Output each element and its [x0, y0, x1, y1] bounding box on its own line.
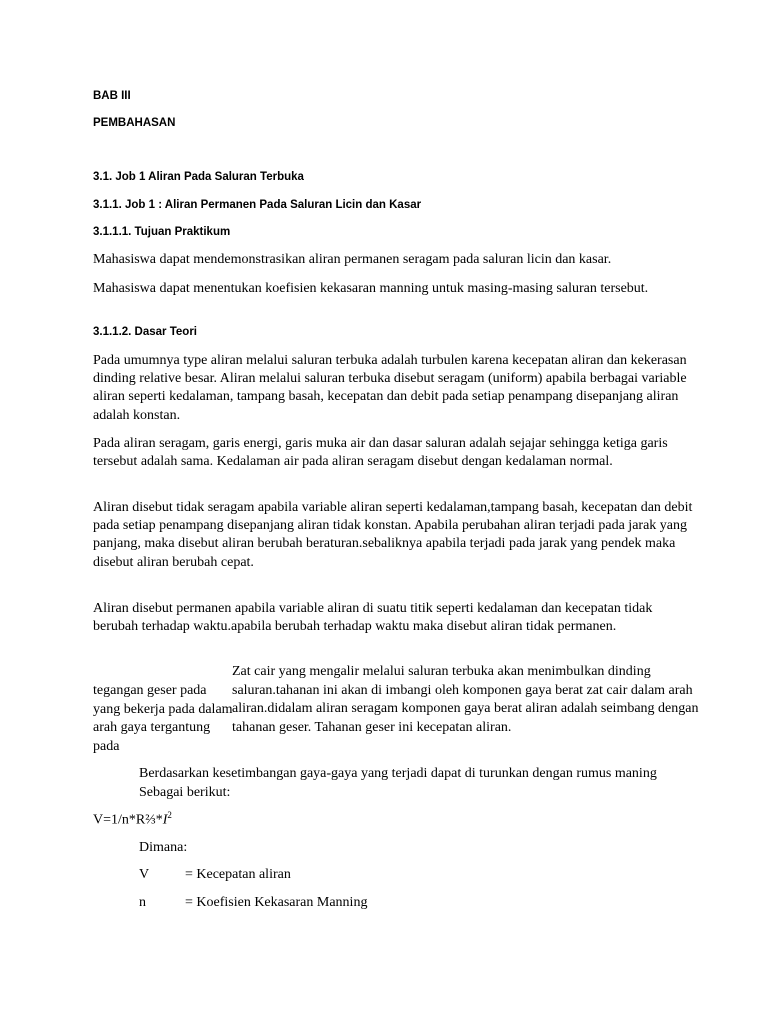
manning-formula — [93, 810, 172, 829]
teori-paragraph-3: Aliran disebut tidak seragam apabila variable aliran seperti kedalaman,tampang basah, kecepatan dan debit pada setiap penampang disepanjang aliran tidak konstan. Apabila perubahan aliran terjadi pada jarak yang panjang, maka disebut aliran berubah beraturan.sebaliknya apabila terjadi pada jarak yang pendek maka disebut aliran berubah cepat. — [93, 500, 693, 570]
teori-paragraph-5-right-column: Zat cair yang mengalir melalui saluran terbuka akan menimbulkan dinding saluran.tahanan ini akan di imbangi oleh komponen gaya berat zat cair dalam arah aliran.didalam aliran seragam komponen gaya berat aliran adalah seimbang dengan tahanan geser. Tahanan geser ini kecepatan aliran. — [232, 664, 699, 735]
definition-text: = Kecepatan aliran — [185, 867, 291, 882]
definition-symbol: V — [139, 867, 150, 882]
chapter-heading: BAB III — [93, 90, 131, 102]
definition-symbol: n — [139, 895, 146, 910]
teori-paragraph-6: Berdasarkan kesetimbangan gaya-gaya yang terjadi dapat di turunkan dengan rumus maning Sebagai berikut: — [139, 766, 657, 800]
section-heading-3-1-1-1: 3.1.1.1. Tujuan Praktikum — [93, 226, 231, 238]
definition-text: = Koefisien Kekasaran Manning — [185, 895, 368, 910]
dimana-label: Dimana: — [139, 840, 188, 855]
formula-text: V=1/n*R⅔* — [93, 812, 163, 828]
tujuan-paragraph-1: Mahasiswa dapat mendemonstrasikan aliran permanen seragam pada saluran licin dan kasar. — [93, 252, 612, 267]
teori-paragraph-5-left-column: tegangan geser pada yang bekerja pada dalam arah gaya tergantung pada — [93, 683, 233, 754]
section-heading-3-1-1-2: 3.1.1.2. Dasar Teori — [93, 326, 197, 338]
teori-paragraph-1: Pada umumnya type aliran melalui saluran terbuka adalah turbulen karena kecepatan aliran dan kekerasan dinding relative besar. Aliran melalui saluran terbuka disebut seragam (uniform) apabila berbagai variable aliran seperti kedalaman, tampang basah, kecepatan dan debit pada setiap penampang disepanjang aliran adalah konstan. — [93, 353, 687, 423]
formula-slope-symbol: I — [162, 812, 168, 828]
section-heading-3-1: 3.1. Job 1 Aliran Pada Saluran Terbuka — [93, 171, 304, 183]
chapter-title: PEMBAHASAN — [93, 117, 176, 129]
teori-paragraph-4: Aliran disebut permanen apabila variable aliran di suatu titik seperti kedalaman dan kecepatan tidak berubah terhadap waktu.apabila berubah terhadap waktu maka disebut aliran tidak permanen. — [93, 601, 653, 635]
tujuan-paragraph-2: Mahasiswa dapat menentukan koefisien kekasaran manning untuk masing-masing saluran tersebut. — [93, 281, 649, 296]
teori-paragraph-2: Pada aliran seragam, garis energi, garis muka air dan dasar saluran adalah sejajar sehingga ketiga garis tersebut adalah sama. Kedalaman air pada aliran seragam disebut dengan kedalaman normal. — [93, 436, 668, 470]
section-heading-3-1-1: 3.1.1. Job 1 : Aliran Permanen Pada Saluran Licin dan Kasar — [93, 199, 422, 211]
formula-exponent: 2 — [167, 810, 172, 820]
